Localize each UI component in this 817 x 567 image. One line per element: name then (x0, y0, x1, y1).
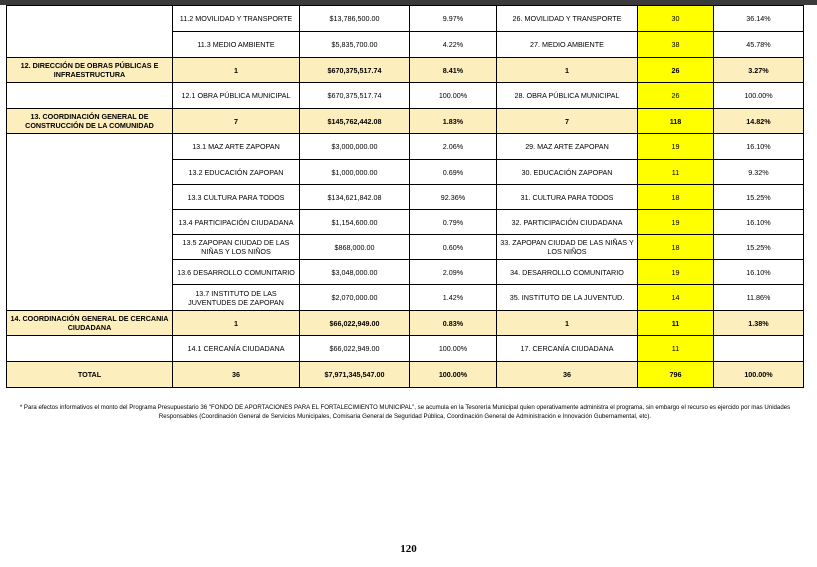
count-percent-cell: 15.25% (714, 185, 804, 210)
amount-cell: $13,786,500.00 (300, 6, 410, 32)
percent-cell: 0.60% (410, 235, 497, 260)
program-cell: 34. DESARROLLO COMUNITARIO (497, 260, 638, 285)
percent-cell: 1.42% (410, 285, 497, 311)
count-cell: 11 (638, 336, 714, 362)
program-cell: 17. CERCANÍA CIUDADANA (497, 336, 638, 362)
count-percent-cell: 9.32% (714, 160, 804, 185)
amount-cell: $145,762,442.08 (300, 109, 410, 134)
count-percent-cell: 11.86% (714, 285, 804, 311)
footnote: * Para efectos informativos el monto del Programa Presupuestario 36 "FONDO DE APORTACIONES PARA EL FORTALECIMIENTO MUNICIPAL", se acumula en la Tesorería Municipal quien operativamente administra el programa, sin embargo el recurso es ejercido por mas Unidades Responsables (Coordinación General de Servicios Municipales, Comisaría General de Seguridad Pública, Coordinación General de Administración e Innovación Gubernamental, etc). (19, 404, 791, 420)
total-row (7, 362, 804, 388)
count-cell: 11 (638, 311, 714, 336)
summary-row (7, 109, 804, 134)
count-cell: 26 (638, 83, 714, 109)
percent-cell: 2.06% (410, 134, 497, 160)
count-percent-cell: 100.00% (714, 83, 804, 109)
budget-table (6, 5, 804, 388)
amount-cell: $670,375,517.74 (300, 83, 410, 109)
percent-cell: 0.83% (410, 311, 497, 336)
count-cell: 118 (638, 109, 714, 134)
program-cell: 30. EDUCACIÓN ZAPOPAN (497, 160, 638, 185)
total-label: TOTAL (7, 362, 173, 388)
count-cell: 19 (638, 210, 714, 235)
count-cell: 38 (638, 32, 714, 58)
subunit-cell: 13.3 CULTURA PARA TODOS (173, 185, 300, 210)
count-percent-cell: 14.82% (714, 109, 804, 134)
empty-cell (7, 336, 173, 362)
count-cell: 26 (638, 58, 714, 83)
subunit-count-cell: 7 (173, 109, 300, 134)
summary-row (7, 311, 804, 336)
table-row (7, 336, 804, 362)
subunit-cell: 13.6 DESARROLLO COMUNITARIO (173, 260, 300, 285)
count-percent-cell: 3.27% (714, 58, 804, 83)
subunit-count-cell: 36 (173, 362, 300, 388)
subunit-cell: 11.2 MOVILIDAD Y TRANSPORTE (173, 6, 300, 32)
subunit-cell: 13.7 INSTITUTO DE LAS JUVENTUDES DE ZAPOPAN (173, 285, 300, 311)
amount-cell: $5,835,700.00 (300, 32, 410, 58)
program-cell: 35. INSTITUTO DE LA JUVENTUD. (497, 285, 638, 311)
program-count-cell: 1 (497, 58, 638, 83)
program-count-cell: 7 (497, 109, 638, 134)
empty-cell (7, 83, 173, 109)
program-cell: 32. PARTICIPACIÓN CIUDADANA (497, 210, 638, 235)
program-cell: 27. MEDIO AMBIENTE (497, 32, 638, 58)
program-cell: 29. MAZ ARTE ZAPOPAN (497, 134, 638, 160)
count-percent-cell: 45.78% (714, 32, 804, 58)
unit-name-cell: 12. DIRECCIÓN DE OBRAS PÚBLICAS E INFRAESTRUCTURA (7, 58, 173, 83)
amount-cell: $868,000.00 (300, 235, 410, 260)
count-cell: 19 (638, 260, 714, 285)
amount-cell: $1,154,600.00 (300, 210, 410, 235)
count-cell: 18 (638, 185, 714, 210)
count-cell: 14 (638, 285, 714, 311)
page-number: 120 (400, 543, 417, 555)
percent-cell: 0.69% (410, 160, 497, 185)
amount-cell: $3,048,000.00 (300, 260, 410, 285)
table-body (7, 6, 804, 388)
empty-cell (7, 134, 173, 311)
subunit-count-cell: 1 (173, 58, 300, 83)
program-cell: 26. MOVILIDAD Y TRANSPORTE (497, 6, 638, 32)
count-cell: 30 (638, 6, 714, 32)
amount-cell: $7,971,345,547.00 (300, 362, 410, 388)
percent-cell: 100.00% (410, 362, 497, 388)
amount-cell: $670,375,517.74 (300, 58, 410, 83)
count-cell: 18 (638, 235, 714, 260)
count-cell: 11 (638, 160, 714, 185)
percent-cell: 100.00% (410, 336, 497, 362)
subunit-cell: 13.1 MAZ ARTE ZAPOPAN (173, 134, 300, 160)
subunit-cell: 13.5 ZAPOPAN CIUDAD DE LAS NIÑAS Y LOS NIÑOS (173, 235, 300, 260)
subunit-cell: 11.3 MEDIO AMBIENTE (173, 32, 300, 58)
subunit-cell: 13.2 EDUCACIÓN ZAPOPAN (173, 160, 300, 185)
amount-cell: $2,070,000.00 (300, 285, 410, 311)
program-count-cell: 36 (497, 362, 638, 388)
table-row (7, 6, 804, 32)
amount-cell: $66,022,949.00 (300, 336, 410, 362)
subunit-cell: 14.1 CERCANÍA CIUDADANA (173, 336, 300, 362)
subunit-cell: 13.4 PARTICIPACIÓN CIUDADANA (173, 210, 300, 235)
percent-cell: 2.09% (410, 260, 497, 285)
empty-cell (7, 6, 173, 58)
summary-row (7, 58, 804, 83)
subunit-count-cell: 1 (173, 311, 300, 336)
count-percent-cell: 36.14% (714, 6, 804, 32)
count-cell: 796 (638, 362, 714, 388)
unit-name-cell: 13. COORDINACIÓN GENERAL DE CONSTRUCCIÓN DE LA COMUNIDAD (7, 109, 173, 134)
count-percent-cell: 16.10% (714, 134, 804, 160)
count-percent-cell: 15.25% (714, 235, 804, 260)
program-cell: 33. ZAPOPAN CIUDAD DE LAS NIÑAS Y LOS NIÑOS (497, 235, 638, 260)
count-percent-cell: 100.00% (714, 362, 804, 388)
count-percent-cell: 16.10% (714, 210, 804, 235)
count-percent-cell: 1.38% (714, 311, 804, 336)
percent-cell: 9.97% (410, 6, 497, 32)
percent-cell: 8.41% (410, 58, 497, 83)
count-percent-cell: 16.10% (714, 260, 804, 285)
percent-cell: 0.79% (410, 210, 497, 235)
subunit-cell: 12.1 OBRA PÚBLICA MUNICIPAL (173, 83, 300, 109)
table-row (7, 134, 804, 160)
unit-name-cell: 14. COORDINACIÓN GENERAL DE CERCANIA CIUDADANA (7, 311, 173, 336)
amount-cell: $134,621,842.08 (300, 185, 410, 210)
program-count-cell: 1 (497, 311, 638, 336)
amount-cell: $66,022,949.00 (300, 311, 410, 336)
percent-cell: 92.36% (410, 185, 497, 210)
percent-cell: 4.22% (410, 32, 497, 58)
table-row (7, 83, 804, 109)
count-percent-cell (714, 336, 804, 362)
amount-cell: $1,000,000.00 (300, 160, 410, 185)
percent-cell: 100.00% (410, 83, 497, 109)
count-cell: 19 (638, 134, 714, 160)
percent-cell: 1.83% (410, 109, 497, 134)
program-cell: 31. CULTURA PARA TODOS (497, 185, 638, 210)
program-cell: 28. OBRA PÚBLICA MUNICIPAL (497, 83, 638, 109)
amount-cell: $3,000,000.00 (300, 134, 410, 160)
